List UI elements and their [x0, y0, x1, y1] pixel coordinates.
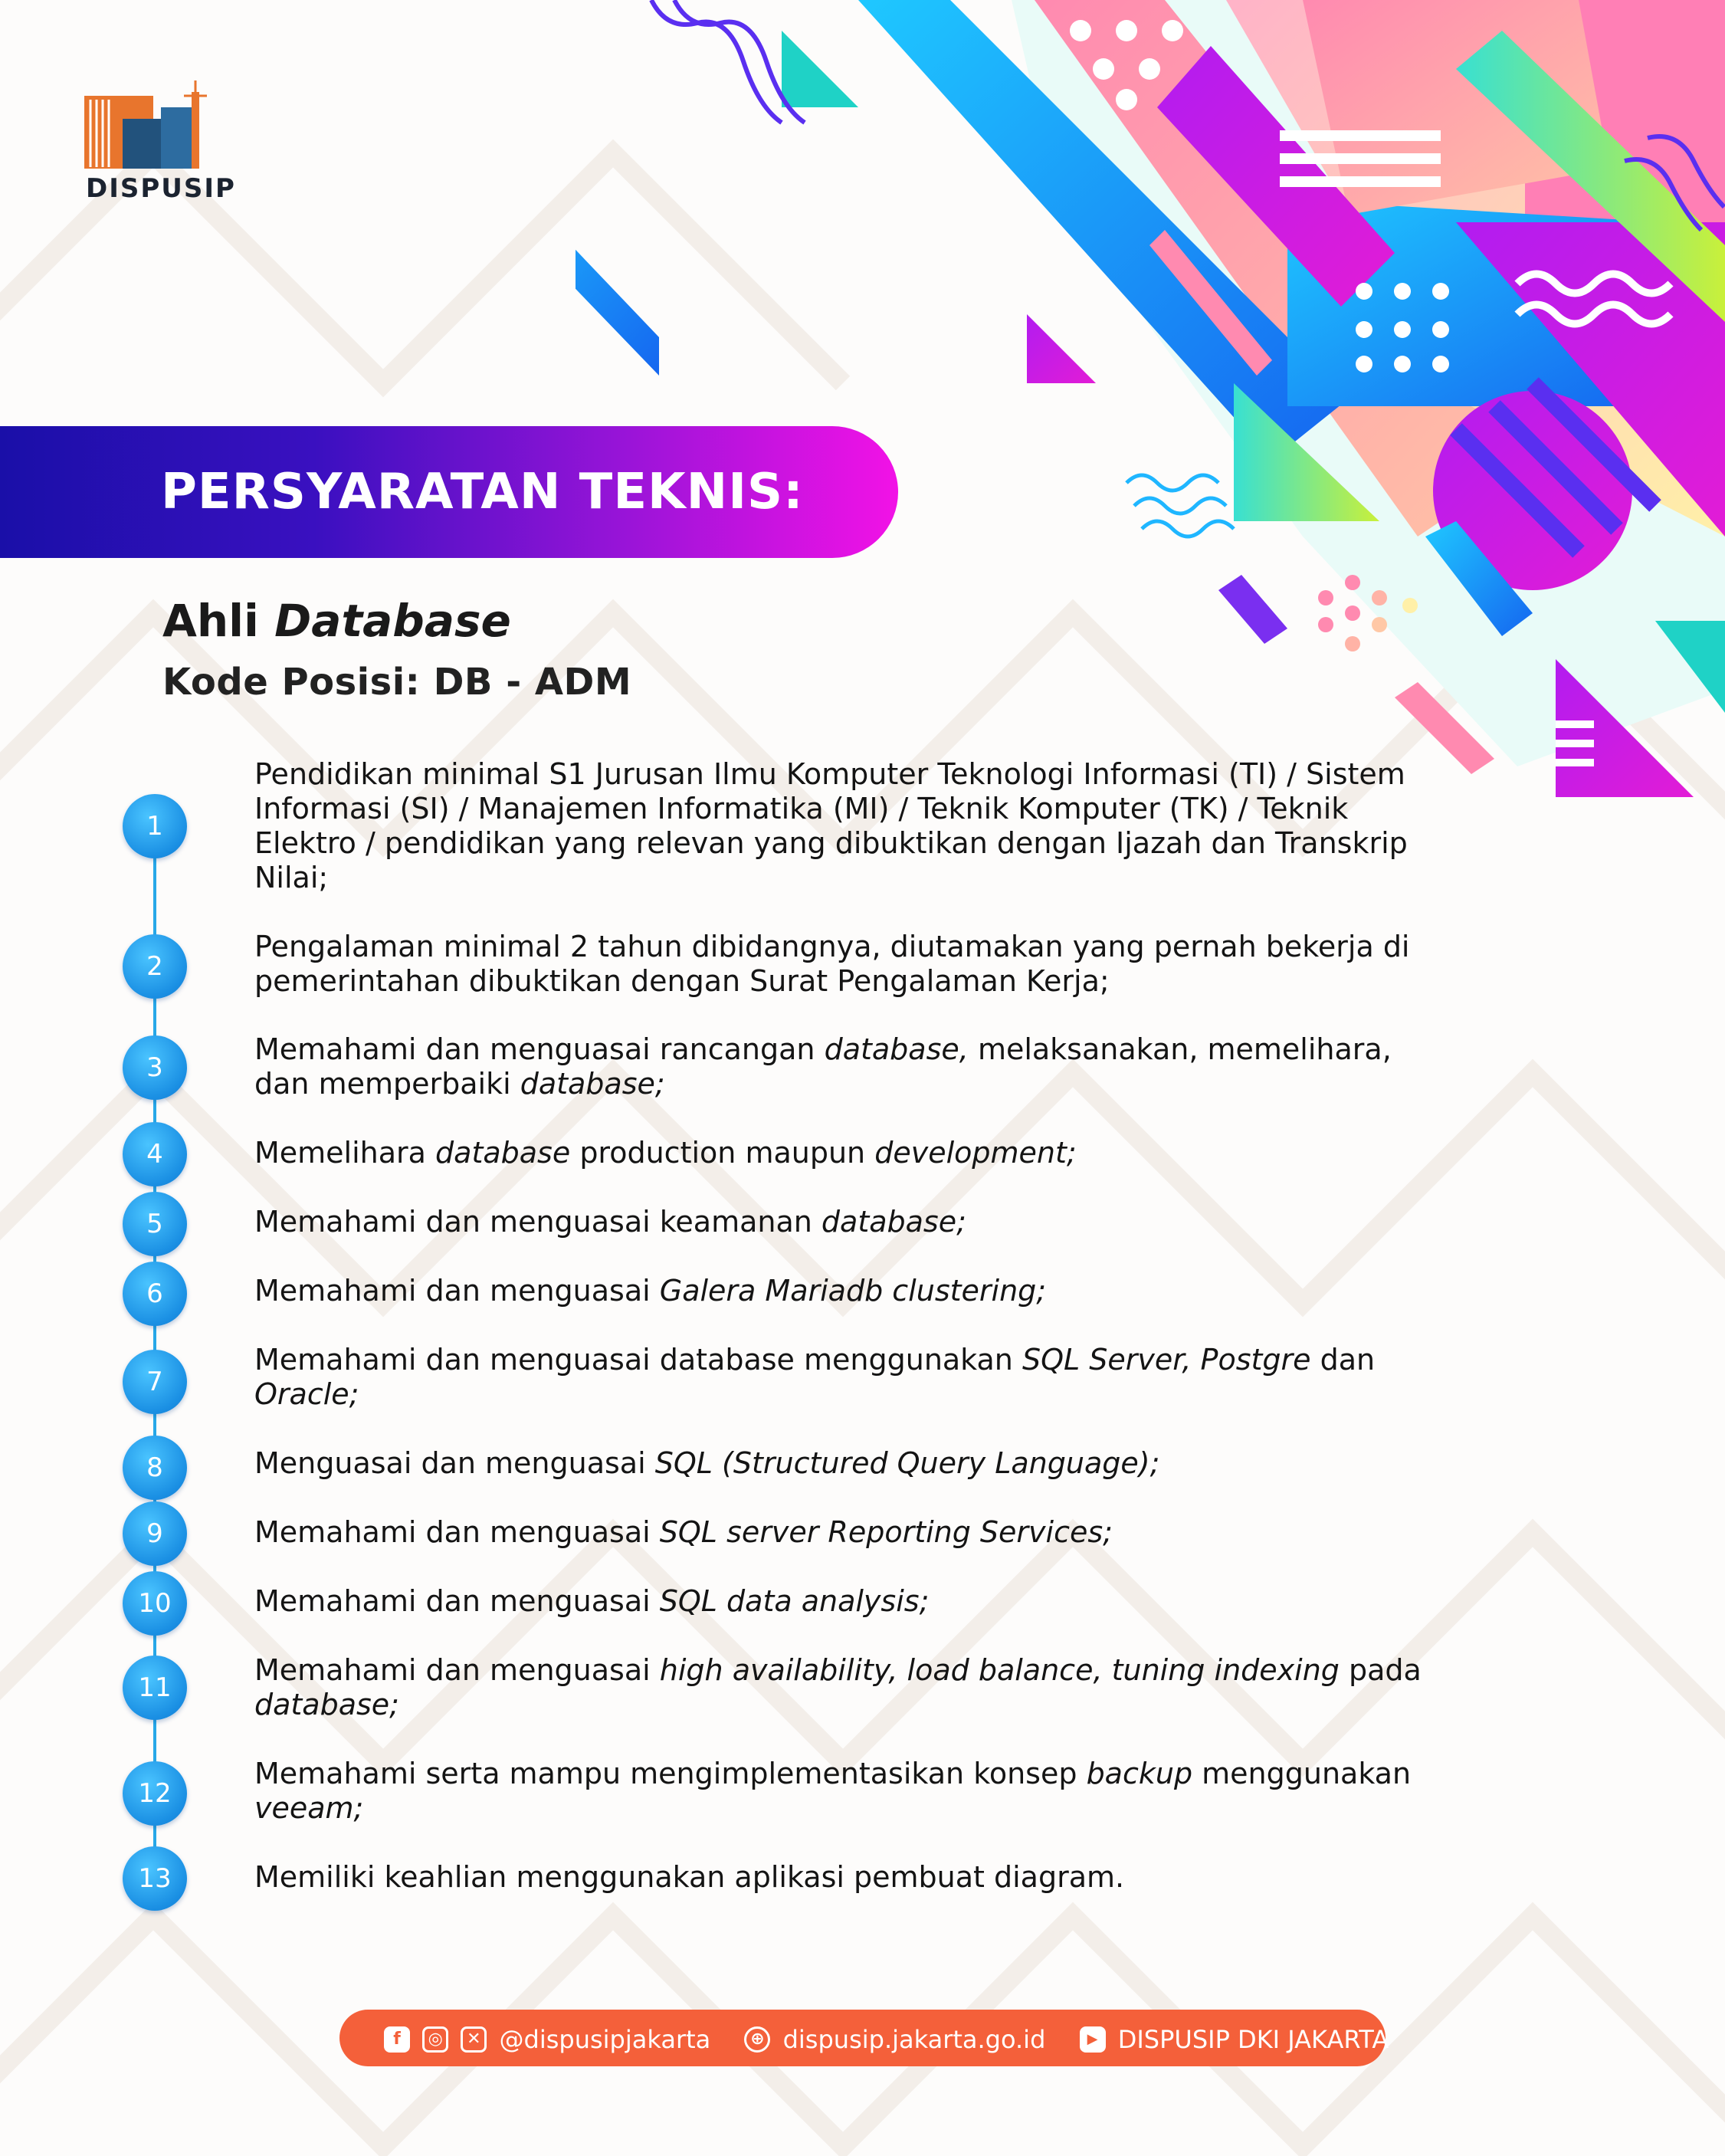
step-number-badge: 6	[123, 1262, 187, 1326]
globe-icon: ⊕	[744, 2026, 770, 2053]
requirement-item: Menguasai dan menguasai SQL (Structured Query Language);	[254, 1446, 1160, 1480]
position-code: Kode Posisi: DB - ADM	[162, 661, 632, 704]
requirement-item: Pendidikan minimal S1 Jurusan Ilmu Komputer Teknologi Informasi (TI) / Sistem Informasi (SI) / Manajemen Informatika (MI) / Teknik Komputer (TK) / Teknik Elektro / pendidikan yang relevan yang dibuktikan dengan Ijazah dan Transkrip Nilai;	[254, 757, 1408, 894]
position-title-italic: Database	[274, 595, 511, 647]
requirement-item: Memahami serta mampu mengimplementasikan konsep backup menggunakan veeam;	[254, 1757, 1412, 1825]
requirement-item: Memahami dan menguasai keamanan database;	[254, 1205, 966, 1239]
step-number-badge: 2	[123, 934, 187, 999]
requirement-item: Memahami dan menguasai rancangan database, melaksanakan, memelihara, dan memperbaiki database;	[254, 1032, 1392, 1101]
logo-building-icon	[77, 77, 245, 169]
social-handle-link[interactable]: @dispusipjakarta	[499, 2025, 711, 2054]
step-number-badge: 7	[123, 1350, 187, 1414]
requirement-item: Memelihara database production maupun development;	[254, 1136, 1077, 1170]
requirement-item: Memahami dan menguasai Galera Mariadb clustering;	[254, 1274, 1047, 1308]
footer-bar	[339, 2010, 1389, 2066]
step-number-badge: 11	[123, 1656, 187, 1720]
logo-text: DISPUSIP	[86, 173, 236, 204]
banner-title: PERSYARATAN TEKNIS:	[161, 464, 804, 520]
step-number-badge: 9	[123, 1501, 187, 1566]
step-number-badge: 8	[123, 1436, 187, 1500]
requirement-item: Pengalaman minimal 2 tahun dibidangnya, diutamakan yang pernah bekerja di pemerintahan dibuktikan dengan Surat Pengalaman Kerja;	[254, 930, 1410, 998]
dispusip-logo	[77, 77, 245, 207]
requirement-item: Memahami dan menguasai high availability, load balance, tuning indexing pada database;	[254, 1653, 1422, 1721]
step-number-badge: 10	[123, 1571, 187, 1636]
requirement-item: Memahami dan menguasai database menggunakan SQL Server, Postgre dan Oracle;	[254, 1343, 1376, 1411]
step-number-badge: 4	[123, 1122, 187, 1186]
step-number-badge: 13	[123, 1846, 187, 1911]
step-number-badge: 12	[123, 1761, 187, 1826]
youtube-channel-link[interactable]: DISPUSIP DKI JAKARTA	[1117, 2025, 1389, 2054]
requirement-item: Memahami dan menguasai SQL data analysis;	[254, 1584, 930, 1618]
instagram-icon[interactable]: ◎	[422, 2026, 448, 2053]
step-number-badge: 5	[123, 1192, 187, 1256]
youtube-icon[interactable]: ▶	[1080, 2026, 1106, 2053]
step-number-badge: 3	[123, 1035, 187, 1100]
requirement-item: Memahami dan menguasai SQL server Reporting Services;	[254, 1515, 1113, 1549]
x-icon[interactable]: ✕	[461, 2026, 487, 2053]
position-title-plain: Ahli	[162, 595, 259, 647]
decorative-geometric-shapes	[576, 0, 1725, 843]
section-banner	[0, 426, 898, 558]
position-title	[162, 595, 511, 647]
website-link[interactable]: dispusip.jakarta.go.id	[782, 2025, 1046, 2054]
requirement-item: Memiliki keahlian menggunakan aplikasi pembuat diagram.	[254, 1860, 1125, 1894]
facebook-icon[interactable]: f	[384, 2026, 410, 2053]
step-number-badge: 1	[123, 794, 187, 858]
